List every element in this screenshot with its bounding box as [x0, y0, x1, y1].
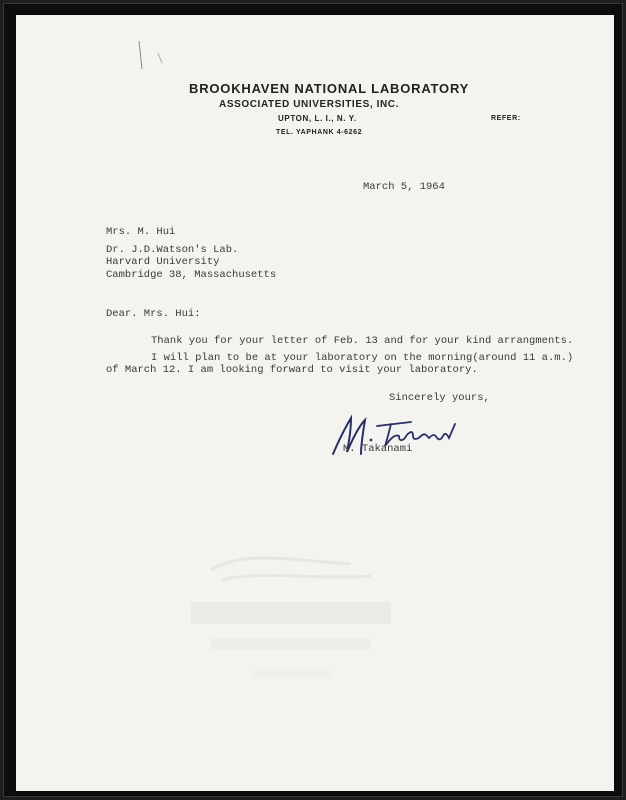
- letter-date: March 5, 1964: [363, 181, 445, 193]
- recipient-line: Cambridge 38, Massachusetts: [106, 269, 277, 281]
- letterhead-name: BROOKHAVEN NATIONAL LABORATORY: [189, 81, 470, 96]
- body-paragraph-2-line-2: of March 12. I am looking forward to visit your laboratory.: [106, 364, 478, 376]
- body-paragraph-2-line-1: I will plan to be at your laboratory on the morning(around 11 a.m.): [151, 352, 574, 364]
- bleed-through-stamp: [181, 540, 401, 710]
- closing: Sincerely yours,: [389, 392, 490, 404]
- document-frame: [3, 3, 623, 797]
- staple-marks: [136, 29, 176, 79]
- recipient-line: Dr. J.D.Watson's Lab.: [106, 244, 239, 256]
- letter-page: [16, 15, 614, 791]
- letterhead-telephone: TEL. YAPHANK 4-6262: [276, 129, 363, 136]
- letterhead-address: UPTON, L. I., N. Y.: [278, 114, 357, 123]
- letterhead-refer: REFER:: [491, 115, 521, 122]
- letterhead-subtitle: ASSOCIATED UNIVERSITIES, INC.: [219, 99, 400, 110]
- salutation: Dear. Mrs. Hui:: [106, 308, 201, 320]
- body-paragraph-1: Thank you for your letter of Feb. 13 and for your kind arrangments.: [151, 335, 574, 347]
- typed-name: M. Takanami: [343, 443, 413, 455]
- recipient-line: Harvard University: [106, 256, 220, 268]
- recipient-line: Mrs. M. Hui: [106, 226, 176, 238]
